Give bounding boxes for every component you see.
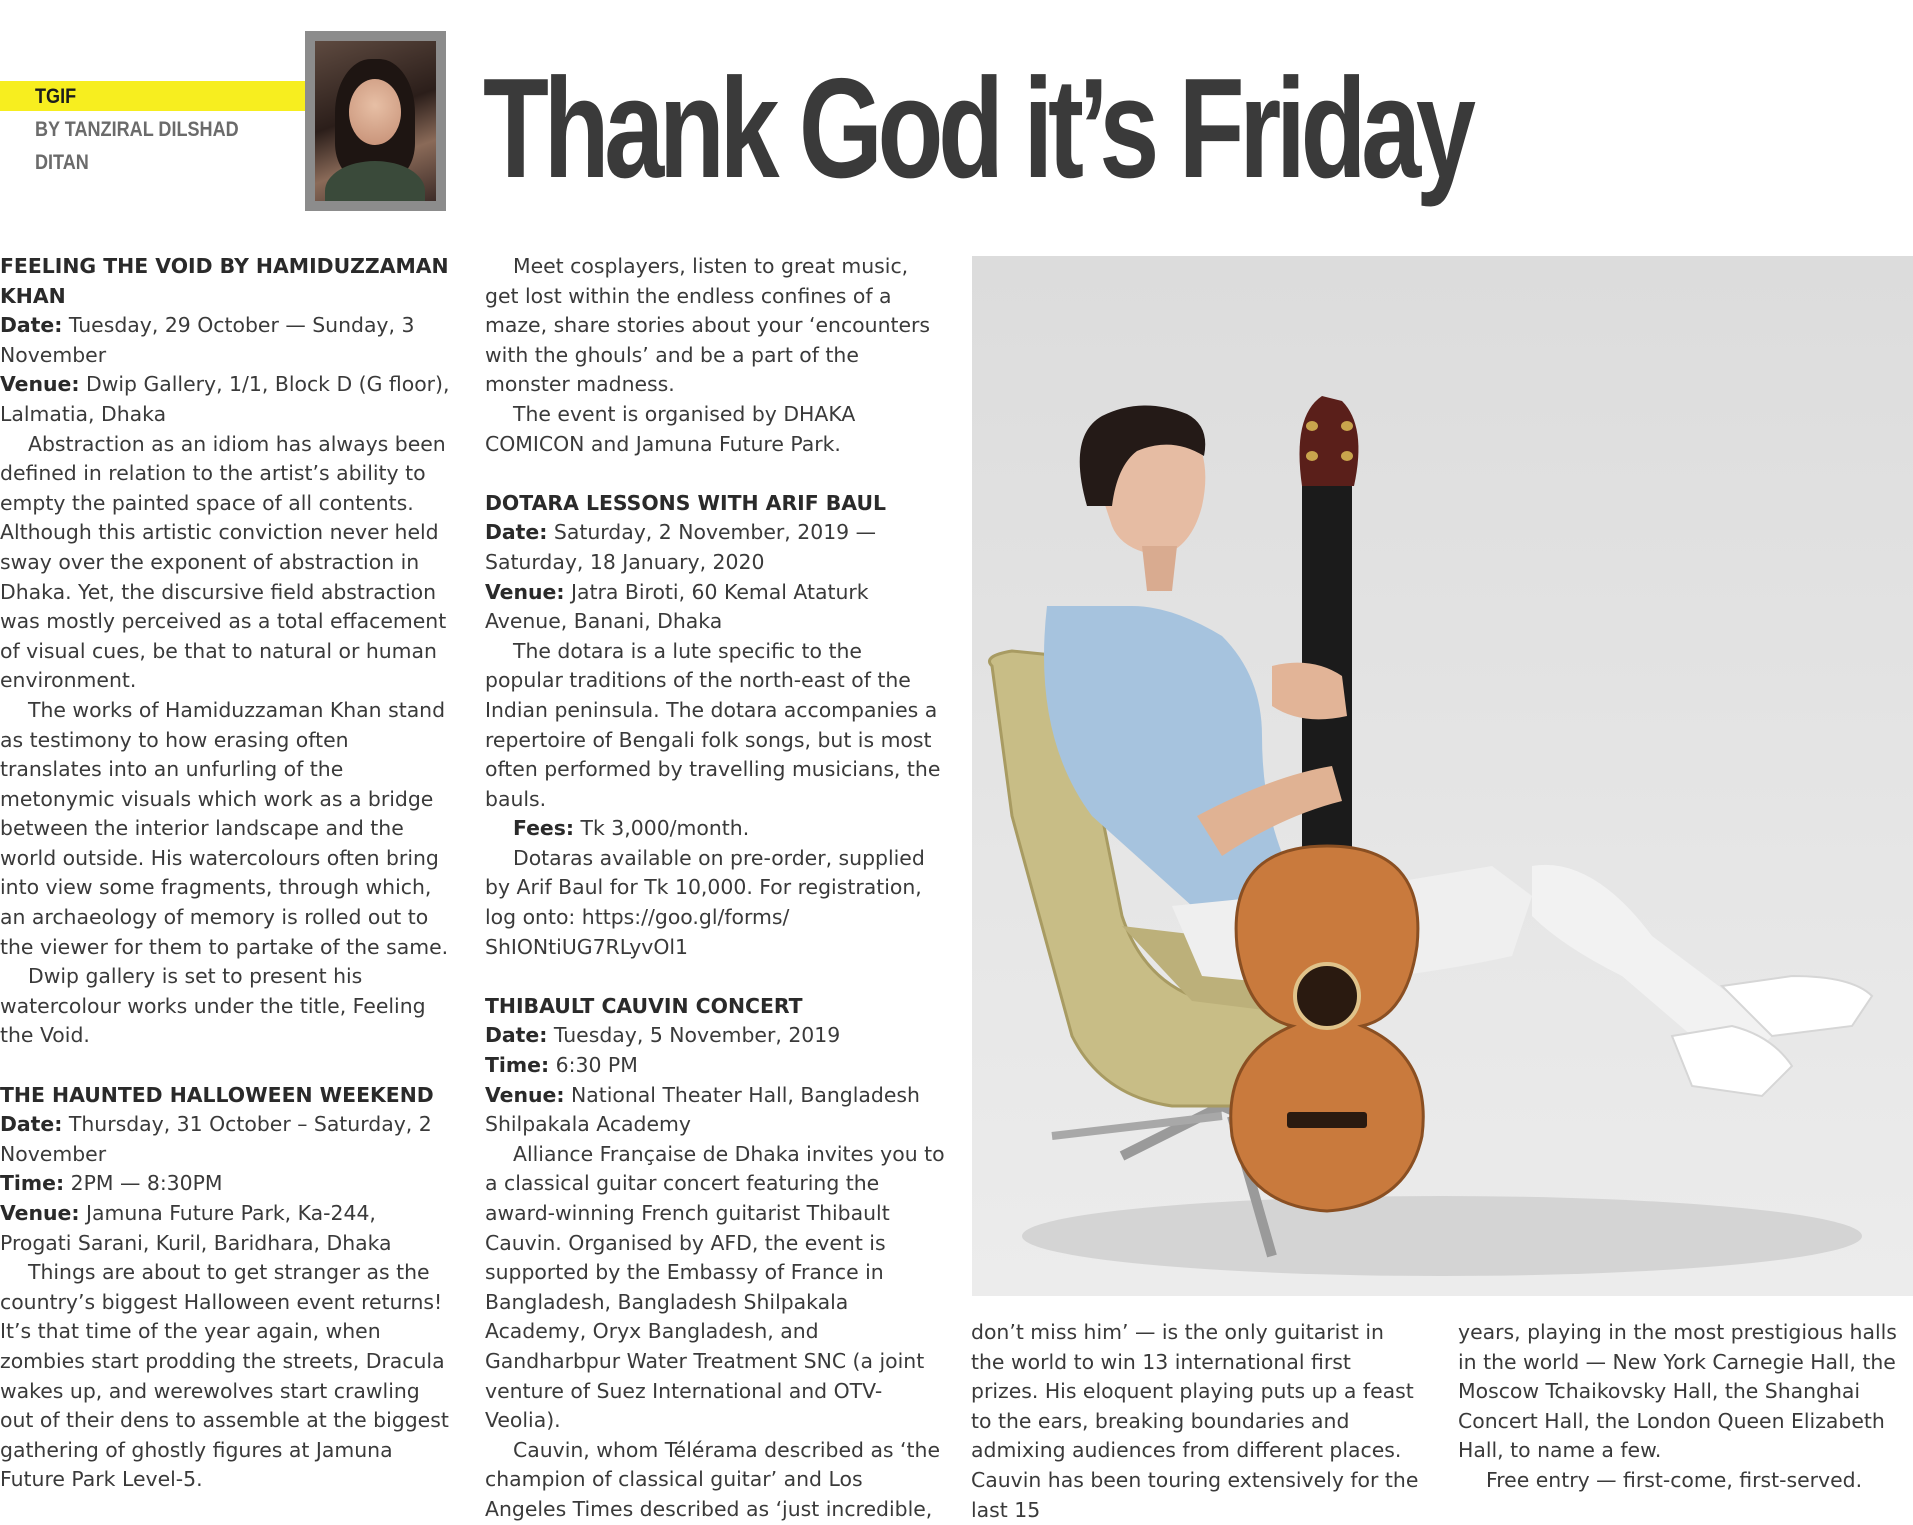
paragraph: Dotaras available on pre-order, supplied by Arif Baul for Tk 10,000. For registration, log onto: https://goo.gl/forms/	[485, 845, 925, 930]
paragraph: Dwip gallery is set to present his watercolour works under the title, Feeling the Void.	[0, 964, 426, 1048]
paragraph: years, playing in the most prestigious halls in the world — New York Carnegie Hall, the Moscow Tchaikovsky Hall, the Shanghai Concert Hall, the London Queen Elizabeth Hall, to name a few.	[1458, 1320, 1897, 1463]
author-photo	[305, 31, 446, 211]
column-3	[971, 1318, 1421, 1525]
paragraph: Things are about to get stranger as the country’s biggest Halloween event returns! It’s that time of the year again, when zombies start prodding the streets, Dracula wakes up, and werewolves start crawling out of their dens to assemble at the biggest gathering of ghostly figures at Jamuna Future Park Level-5.	[0, 1260, 449, 1492]
section-tag: TGIF	[35, 85, 77, 108]
column-4	[1458, 1318, 1913, 1496]
byline-author-continued: DITAN	[35, 151, 89, 174]
byline	[35, 80, 259, 179]
paragraph: Cauvin, whom Télérama described as ‘the champion of classical guitar’ and Los Angeles Times described as ‘just incredible,	[485, 1437, 940, 1521]
event-title: THE HAUNTED HALLOWEEN WEEKEND	[0, 1082, 434, 1107]
column-2	[485, 252, 945, 1525]
paragraph: Alliance Française de Dhaka invites you to a classical guitar concert featuring the award-winning French guitarist Thibault Cauvin. Organised by AFD, the event is supported by the Embassy of France in Bangladesh, Bangladesh Shilpakala Academy, Oryx Bangladesh, and Gandharbpur Water Treatment SNC (a joint venture of Suez International and OTV-Veolia).	[485, 1141, 945, 1433]
event-title: THIBAULT CAUVIN CONCERT	[485, 993, 803, 1018]
event-venue: Venue: Jatra Biroti, 60 Kemal Ataturk Avenue, Banani, Dhaka	[485, 579, 869, 634]
event-venue: Venue: Dwip Gallery, 1/1, Block D (G floor), Lalmatia, Dhaka	[0, 372, 450, 426]
event-fees: Fees: Tk 3,000/month.	[513, 816, 750, 841]
paragraph: Free entry — first-come, first-served.	[1486, 1467, 1863, 1492]
paragraph: don’t miss him’ — is the only guitarist in the world to win 13 international first prizes. His eloquent playing puts up a feast to the ears, breaking boundaries and admixing audiences from different places. Cauvin has been touring extensively for the last 15	[971, 1320, 1419, 1522]
event-venue: Venue: Jamuna Future Park, Ka-244, Progati Sarani, Kuril, Baridhara, Dhaka	[0, 1201, 392, 1255]
event-time: Time: 2PM — 8:30PM	[0, 1171, 223, 1196]
guitarist-photo	[972, 256, 1913, 1296]
event-date: Date: Thursday, 31 October – Saturday, 2 November	[0, 1112, 432, 1166]
event-date: Date: Saturday, 2 November, 2019 — Saturday, 18 January, 2020	[485, 520, 877, 574]
paragraph: The works of Hamiduzzaman Khan stand as testimony to how erasing often translates into an unfurling of the metonymic visuals which work as a bridge between the interior landscape and the world outside. His watercolours often bring into view some fragments, through which, an archaeology of memory is rolled out to the viewer for them to partake of the same.	[0, 697, 449, 959]
event-time: Time: 6:30 PM	[485, 1053, 638, 1078]
column-1	[0, 252, 452, 1495]
registration-code: ShIONtiUG7RLyvOl1	[485, 934, 689, 959]
paragraph: The event is organised by DHAKA COMICON and Jamuna Future Park.	[485, 401, 856, 456]
event-date: Date: Tuesday, 5 November, 2019	[485, 1023, 841, 1048]
event-title: DOTARA LESSONS WITH ARIF BAUL	[485, 490, 887, 515]
paragraph: Meet cosplayers, listen to great music, get lost within the endless confines of a maze, share stories about your ‘encounters with the ghouls’ and be a part of the monster madness.	[485, 254, 931, 397]
event-date: Date: Tuesday, 29 October — Sunday, 3 November	[0, 313, 415, 367]
paragraph: Abstraction as an idiom has always been defined in relation to the artist’s ability to empty the painted space of all contents. Although this artistic conviction never held sway over the exponent of abstraction in Dhaka. Yet, the discursive field abstraction was mostly perceived as a total effacement of visual cues, be that to natural or human environment.	[0, 431, 447, 693]
event-venue: Venue: National Theater Hall, Bangladesh Shilpakala Academy	[485, 1082, 920, 1137]
byline-author: BY TANZIRAL DILSHAD	[35, 118, 239, 141]
event-title: FEELING THE VOID BY HAMIDUZZAMAN KHAN	[0, 254, 449, 308]
paragraph: The dotara is a lute specific to the popular traditions of the north-east of the Indian peninsula. The dotara accompanies a repertoire of Bengali folk songs, but is most often performed by travelling musicians, the bauls.	[485, 638, 941, 811]
headline: Thank God it’s Friday	[483, 49, 1471, 208]
